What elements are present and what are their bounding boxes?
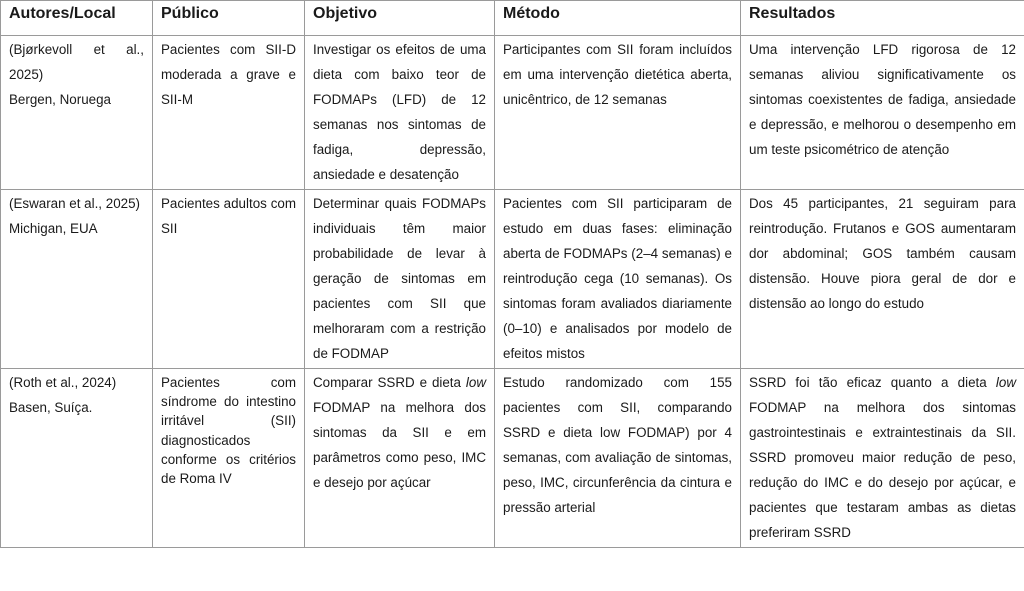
table-row: [1, 369, 1024, 548]
authors-cell: [1, 190, 153, 369]
location: Bergen, Noruega: [9, 92, 111, 107]
location: Michigan, EUA: [9, 221, 98, 236]
results-cell: [741, 369, 1024, 548]
table-row: [1, 36, 1024, 190]
method-cell: Estudo randomizado com 155 pacientes com SII, comparando SSRD e dieta low FODMAP) por 4 semanas, com avaliação de sintomas, peso, IMC, circunferência da cintura e pressão arterial: [495, 369, 741, 548]
results-cell: Uma intervenção LFD rigorosa de 12 semanas aliviou significativamente os sintomas coexistentes de fadiga, ansiedade e depressão, e melhorou o desempenho em um teste psicométrico de atenção: [741, 36, 1024, 190]
method-cell: Pacientes com SII participaram de estudo em duas fases: eliminação aberta de FODMAPs (2–4 semanas) e reintrodução cega (10 semanas). Os sintomas foram avaliados diariamente (0–10) e analisados por modelo de efeitos mistos: [495, 190, 741, 369]
audience-cell: Pacientes com SII-D moderada a grave e SII-M: [153, 36, 305, 190]
header-authors: Autores/Local: [1, 1, 153, 36]
objective-text-end: FODMAP na melhora dos sintomas da SII e em parâmetros como peso, IMC e desejo por açúcar: [313, 400, 486, 490]
author-citation: (Bjørkevoll et al., 2025): [9, 42, 144, 82]
objective-cell: Investigar os efeitos de uma dieta com baixo teor de FODMAPs (LFD) de 12 semanas nos sintomas de fadiga, depressão, ansiedade e desatenção: [305, 36, 495, 190]
header-results: Resultados: [741, 1, 1024, 36]
header-row: [1, 1, 1024, 36]
authors-cell: [1, 369, 153, 548]
objective-cell: [305, 369, 495, 548]
objective-emphasis: low: [465, 375, 486, 390]
header-audience: Público: [153, 1, 305, 36]
author-citation: (Roth et al., 2024): [9, 375, 117, 390]
location: Basen, Suíça.: [9, 400, 93, 415]
objective-text-start: Comparar SSRD e dieta: [313, 375, 466, 390]
results-cell: Dos 45 participantes, 21 seguiram para reintrodução. Frutanos e GOS aumentaram dor abdominal; GOS também causam distensão. Houve piora geral de dor e distensão ao longo do estudo: [741, 190, 1024, 369]
results-emphasis: low: [995, 375, 1016, 390]
table-row: [1, 190, 1024, 369]
results-text-end: FODMAP na melhora dos sintomas gastrointestinais e extraintestinais da SII. SSRD promoveu maior redução de peso, redução do IMC e do desejo por açúcar, e pacientes que testaram ambas as dietas preferiram SSRD: [749, 400, 1016, 540]
header-method: Método: [495, 1, 741, 36]
audience-cell: Pacientes adultos com SII: [153, 190, 305, 369]
audience-cell: Pacientes com síndrome do intestino irritável (SII) diagnosticados conforme os critérios de Roma IV: [153, 369, 305, 548]
authors-cell: [1, 36, 153, 190]
results-text-start: SSRD foi tão eficaz quanto a dieta: [749, 375, 996, 390]
method-cell: Participantes com SII foram incluídos em uma intervenção dietética aberta, unicêntrico, de 12 semanas: [495, 36, 741, 190]
author-citation: (Eswaran et al., 2025): [9, 196, 140, 211]
header-objective: Objetivo: [305, 1, 495, 36]
objective-cell: Determinar quais FODMAPs individuais têm maior probabilidade de levar à geração de sintomas em pacientes com SII que melhoraram com a restrição de FODMAP: [305, 190, 495, 369]
